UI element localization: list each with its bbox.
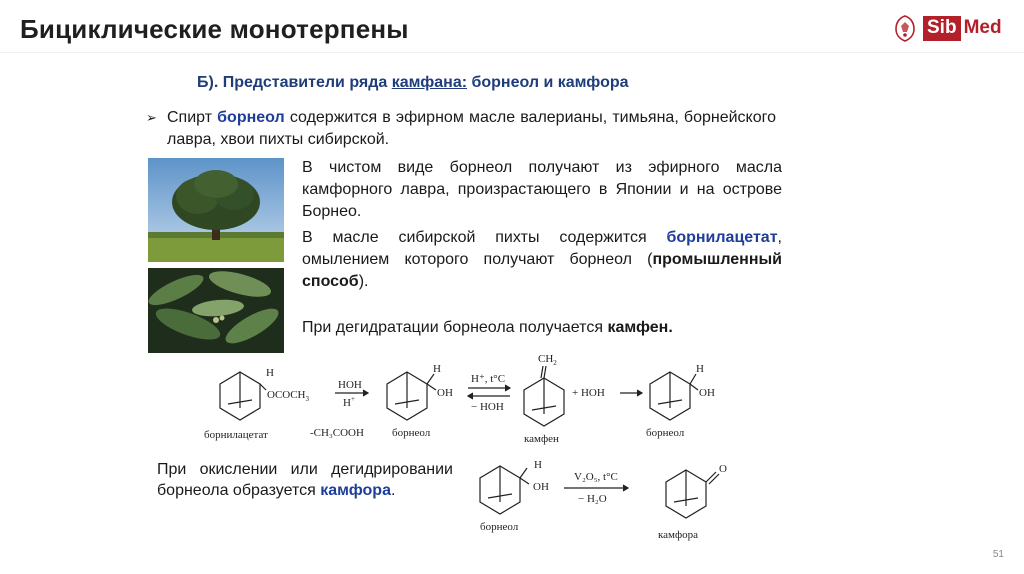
o-label: O <box>719 463 727 475</box>
reaction-scheme-oxidation <box>470 450 745 550</box>
reagent-h: H+ <box>343 395 355 409</box>
section-subtitle <box>197 74 629 92</box>
condition-v2o5: V₂O₅, t°C <box>574 471 618 483</box>
oh-label-1: OH <box>437 387 453 399</box>
subtitle-prefix: Б). Представители ряда <box>197 74 392 91</box>
name-borneol-3: борнеол <box>480 521 519 533</box>
subtitle-suffix: борнеол и камфора <box>467 74 629 91</box>
tree-photo <box>148 158 284 262</box>
reagent-hoh: HOH <box>338 379 362 391</box>
bullet-text: Спирт борнеол содержится в эфирном масле валерианы, тимьяна, борнейского лавра, хвои пихты сибирской. <box>167 109 776 148</box>
h-label-2: H <box>433 363 441 375</box>
title-divider <box>0 52 1024 53</box>
reaction-scheme-saponification-dehydration <box>200 344 790 448</box>
h-label-3: H <box>696 363 704 375</box>
sibmed-logo <box>893 14 1002 42</box>
bullet-arrow-icon: ➢ <box>146 110 157 125</box>
paragraph-pure-borneol: В чистом виде борнеол получают из эфирного масла камфорного лавра, произрастающего в Японии и на острове Борнео. <box>302 159 782 220</box>
h-label-1: H <box>266 367 274 379</box>
borneol-highlight: борнеол <box>217 109 285 126</box>
camphor-highlight: камфора <box>320 482 391 499</box>
oh-label-2: OH <box>699 387 715 399</box>
ococh3-group: $OCOCH_3$ <box>267 389 310 403</box>
byproduct-acetic-acid: -CH₃COOH <box>310 427 364 439</box>
bullet-paragraph <box>146 107 776 151</box>
logo-sib: Sib <box>923 16 961 41</box>
name-camphor: камфора <box>658 529 699 541</box>
ch2-group: $CH_2$ <box>538 353 557 367</box>
h-label-4: H <box>534 459 542 471</box>
paragraph-dehydration: При дегидратации борнеола получается камфен. <box>302 319 673 336</box>
industrial-method-bold: промышленный способ <box>302 251 782 290</box>
condition-h-temp: H⁺, t°C <box>471 373 506 385</box>
name-borneol-2: борнеол <box>646 427 685 439</box>
university-emblem-icon <box>893 14 917 42</box>
camphene-bold: камфен. <box>607 319 673 336</box>
condition-minus-hoh: − HOH <box>471 401 504 413</box>
oh-label-3: OH <box>533 481 549 493</box>
plus-hoh: + HOH <box>572 387 605 399</box>
name-bornyl-acetate: борнилацетат <box>204 429 268 441</box>
paragraph-fir-oil: В масле сибирской пихты содержится борнилацетат, омылением которого получают борнеол (промышленный способ). <box>302 229 782 290</box>
slide-title: Бициклические монотерпены <box>20 14 409 44</box>
name-borneol-1: борнеол <box>392 427 431 439</box>
page-number: 51 <box>992 549 1004 560</box>
condition-minus-h2o: − H₂O <box>578 493 607 505</box>
paragraph-oxidation: При окислении или дегидрировании борнеола образуется камфора. <box>157 461 453 499</box>
logo-med: Med <box>963 17 1002 38</box>
bornyl-acetate-highlight: борнилацетат <box>666 229 778 246</box>
leaves-photo <box>148 268 284 353</box>
subtitle-underlined: камфана: <box>391 74 468 91</box>
name-camphene: камфен <box>524 433 559 445</box>
